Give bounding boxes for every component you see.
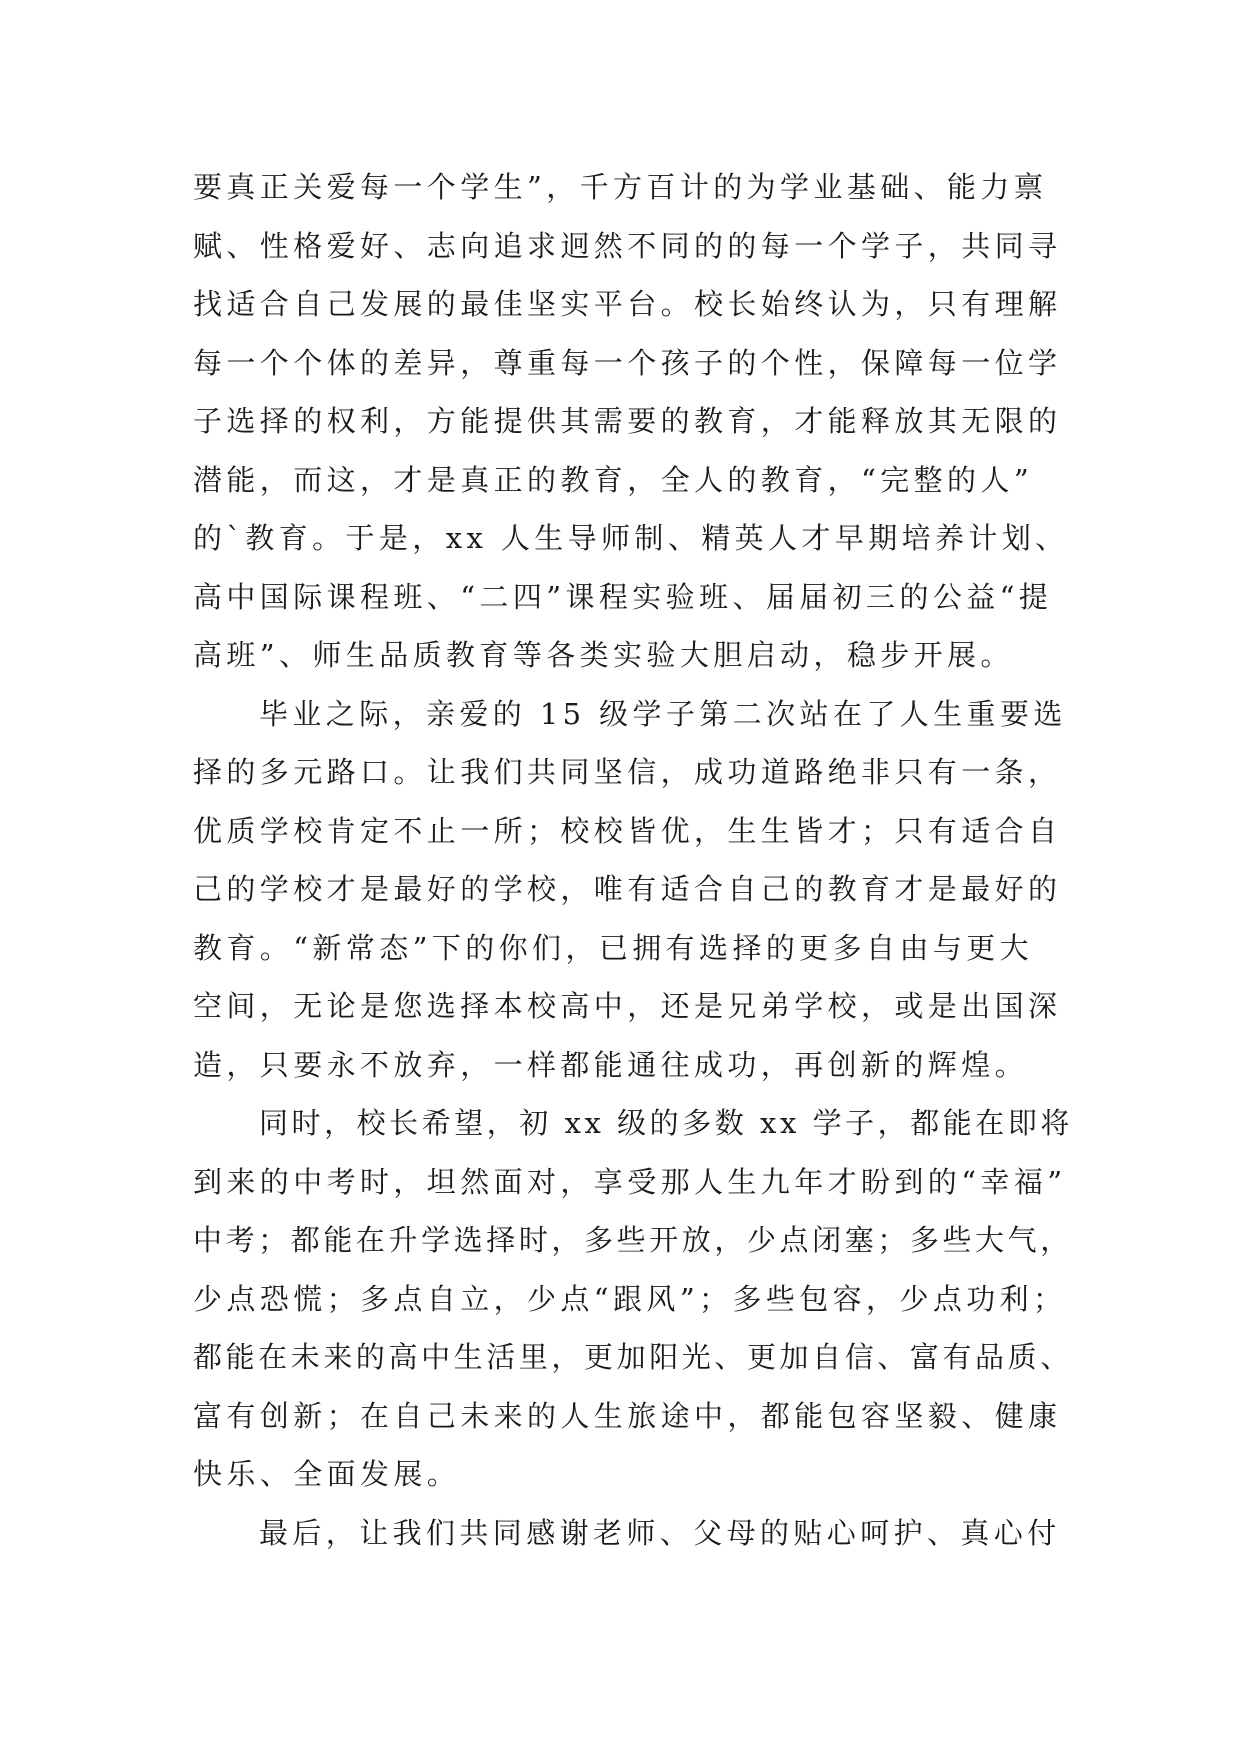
text-line: 要真正关爱每一个学生”，千方百计的为学业基础、能力禀 [193,170,1048,204]
text-line: 子选择的权利，方能提供其需要的教育，才能释放其无限的 [193,404,1062,438]
text-line: 高班”、师生品质教育等各类实验大胆启动，稳步开展。 [193,638,1014,672]
text-line: 少点恐慌；多点自立，少点“跟风”；多些包容，少点功利； [193,1281,1067,1316]
text-line: 到来的中考时，坦然面对，享受那人生九年才盼到的“幸福” [193,1164,1067,1199]
text-line: 富有创新；在自己未来的人生旅途中，都能包容坚毅、健康 [193,1398,1062,1433]
text-line: 快乐、全面发展。 [193,1457,461,1491]
text-line: 的`教育。于是，xx 人生导师制、精英人才早期培养计划、 [193,521,1069,555]
text-line: 择的多元路口。让我们共同坚信，成功道路绝非只有一条， [193,755,1062,789]
text-line: 潜能，而这，才是真正的教育，全人的教育，“完整的人” [193,462,1034,497]
text-line: 优质学校肯定不止一所；校校皆优，生生皆才；只有适合自 [193,813,1062,848]
text-line: 每一个个体的差异，尊重每一个孩子的个性，保障每一位学 [193,345,1062,380]
text-line: 己的学校才是最好的学校，唯有适合自己的教育才是最好的 [193,872,1062,906]
paragraph-start-line: 同时，校长希望，初 xx 级的多数 xx 学子，都能在即将 [259,1106,1073,1140]
paragraph-start-line: 最后，让我们共同感谢老师、父母的贴心呵护、真心付 [259,1515,1061,1550]
text-line: 中考；都能在升学选择时，多些开放，少点闭塞；多些大气， [193,1223,1073,1257]
body-text [193,158,1073,1562]
text-line: 空间，无论是您选择本校高中，还是兄弟学校，或是出国深 [193,989,1062,1023]
text-line: 找适合自己发展的最佳坚实平台。校长始终认为，只有理解 [193,287,1062,321]
text-line: 赋、性格爱好、志向追求迥然不同的的每一个学子，共同寻 [193,228,1062,263]
text-line: 教育。“新常态”下的你们，已拥有选择的更多自由与更大 [193,930,1034,965]
text-line: 都能在未来的高中生活里，更加阳光、更加自信、富有品质、 [193,1340,1073,1374]
text-line: 高中国际课程班、“二四”课程实验班、届届初三的公益“提 [193,579,1053,614]
text-line: 造，只要永不放弃，一样都能通往成功，再创新的辉煌。 [193,1047,1029,1082]
paragraph-start-line: 毕业之际，亲爱的 15 级学子第二次站在了人生重要选 [259,696,1067,731]
